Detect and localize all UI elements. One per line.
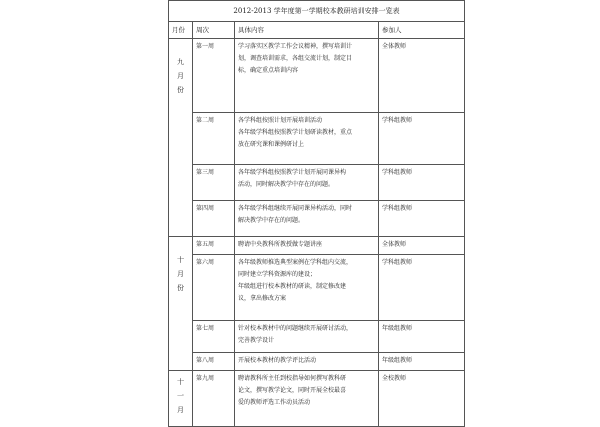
participants-cell: 全体教师 [379,237,465,255]
participants-cell: 学科组教师 [379,165,465,201]
month-char: 月 [177,406,184,414]
content-line: 各年级学科组继续开展同课异构活动，同时 [238,205,353,212]
month-char: 份 [177,86,184,94]
week-cell: 第一周 [193,39,235,113]
table-row [169,321,465,353]
month-cell [169,237,193,371]
table-row [169,113,465,165]
table-row [169,201,465,237]
content-line: 划，调查培训需求，各组交流计划，制定目 [238,55,353,62]
week-cell: 第六周 [193,255,235,321]
content-line: 聘请教科所主任到校指导如何撰写教科研 [238,375,347,382]
content-line: 完善教学设计 [238,337,275,344]
content-cell [235,165,379,201]
content-line: 标，确定重点培训内容 [238,67,299,74]
participants-cell: 全校教师 [379,371,465,427]
content-cell [235,353,379,371]
month-char: 份 [177,284,184,292]
month-char: 月 [177,72,184,80]
month-cell [169,371,193,427]
month-char: 十 [177,256,184,264]
month-char: 一 [177,392,184,400]
header-content: 具体内容 [235,22,379,39]
week-cell: 第七周 [193,321,235,353]
participants-cell: 全体教师 [379,39,465,113]
table-row [169,237,465,255]
content-line: 活动，同时解决教学中存在的问题。 [238,181,335,188]
table-row [169,39,465,113]
week-cell: 第三周 [193,165,235,201]
participants-cell: 年级组教师 [379,321,465,353]
content-line: 开展校本教材的教学评比活动 [238,357,317,364]
participants-cell: 学科组教师 [379,113,465,165]
content-cell [235,113,379,165]
header-row [169,22,465,39]
week-cell: 第八周 [193,353,235,371]
header-month: 月份 [169,22,193,39]
content-line: 解决教学中存在的问题。 [238,217,305,224]
content-line: 同时建立学科资源库的建设； [238,271,317,278]
content-cell [235,255,379,321]
table-row [169,371,465,427]
week-cell: 第四周 [193,201,235,237]
month-char: 九 [177,58,184,66]
week-cell: 第五周 [193,237,235,255]
participants-cell: 学科组教师 [379,255,465,321]
content-line: 各年级学科组按照教学计划开展同课异构 [238,169,347,176]
header-participants: 参加人 [379,22,465,39]
week-cell: 第九周 [193,371,235,427]
title-row [169,1,465,22]
content-line: 论文，撰写教学论文，同时开展全校最喜 [238,387,347,394]
week-cell: 第二周 [193,113,235,165]
content-cell [235,39,379,113]
table-row [169,165,465,201]
content-line: 各年级教师推选典型案例在学科组内交流， [238,259,353,266]
table-row [169,353,465,371]
content-line: 放在研究课和课例研讨上 [238,141,305,148]
content-cell [235,201,379,237]
participants-cell: 年级组教师 [379,353,465,371]
content-cell [235,237,379,255]
content-cell [235,371,379,427]
content-line: 学习落实区教学工作会议精神，撰写培训计 [238,43,353,50]
content-line: 聘请中央教科所教授做专题讲座 [238,241,323,248]
content-line: 爱的教师评选工作动员活动 [238,399,311,406]
content-line: 针对校本教材中的问题继续开展研讨活动， [238,325,353,332]
document-page [168,0,464,414]
content-line: 各年级学科组按照教学计划研读教材，重点 [238,129,353,136]
content-line: 议，拿出修改方案 [238,295,287,302]
header-week: 周次 [193,22,235,39]
table-title: 2012-2013 学年度第一学期校本教研培训安排一览表 [169,1,465,22]
table-row [169,255,465,321]
content-line: 年级组进行校本教材的研读，制定修改建 [238,283,347,290]
schedule-table [168,0,465,427]
content-cell [235,321,379,353]
participants-cell: 学科组教师 [379,201,465,237]
month-char: 十 [177,378,184,386]
month-char: 月 [177,270,184,278]
content-line: 各学科组按照计划开展培训活动 [238,117,323,124]
month-cell [169,39,193,237]
